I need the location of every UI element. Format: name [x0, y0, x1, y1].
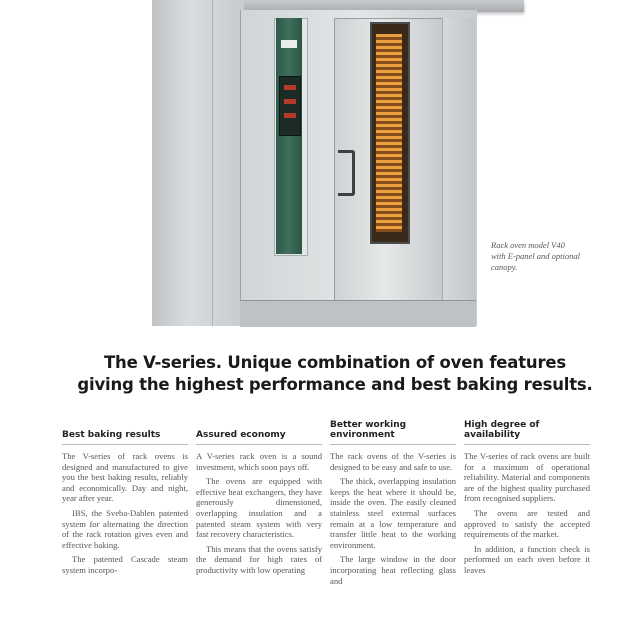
oven-side-panel — [152, 0, 244, 326]
column-paragraph: The rack ovens of the V-series is designed to be easy and safe to use. — [330, 451, 456, 472]
column-high-availability — [464, 418, 590, 580]
column-paragraph: The thick, overlapping insulation keeps the heat where it should be, inside the oven. The easily cleaned stainless steel external surfaces remain at a low temperature and transfer little heat to the working environment. — [330, 476, 456, 550]
column-assured-economy — [196, 418, 322, 580]
oven-window — [370, 22, 410, 244]
column-best-baking-results — [62, 418, 188, 580]
column-heading: Assured economy — [196, 418, 322, 445]
column-paragraph: IBS, the Sveba-Dahlen patented system for alternating the direction of the rack rotation gives even and effective baking. — [62, 507, 188, 550]
page-headline — [70, 352, 600, 396]
headline-line-2: giving the highest performance and best baking results. — [77, 375, 593, 394]
column-paragraph: The large window in the door incorporating heat reflecting glass and — [330, 554, 456, 586]
column-heading: Better working environment — [330, 418, 456, 445]
control-display — [279, 76, 301, 136]
column-paragraph: The patented Cascade steam system incorpo- — [62, 554, 188, 575]
column-paragraph: A V-series rack oven is a sound investment, which soon pays off. — [196, 451, 322, 472]
column-paragraph: In addition, a function check is performed on each oven before it leaves — [464, 543, 590, 575]
e-panel — [276, 18, 302, 254]
door-handle-icon — [338, 150, 355, 196]
oven-logo-plate — [281, 40, 297, 48]
column-better-working-environment — [330, 418, 456, 590]
oven-base — [240, 300, 476, 327]
column-paragraph: The ovens are tested and approved to satisfy the accepted requirements of the market. — [464, 507, 590, 540]
image-caption: Rack oven model V40 with E-panel and optional canopy. — [491, 240, 581, 272]
column-paragraph: The V-series of rack ovens is designed and manufactured to give you the best baking results, reliably and economically. Day and night, year after year. — [62, 451, 188, 504]
column-paragraph: The V-series of rack ovens are built for a maximum of operational reliability. Material and components are of the highest quality purchased from recognised suppliers. — [464, 451, 590, 504]
column-heading: High degree of availability — [464, 418, 590, 445]
column-heading: Best baking results — [62, 418, 188, 445]
column-paragraph: This means that the ovens satisfy the demand for high rates of productivity with low operating — [196, 543, 322, 575]
headline-line-1: The V-series. Unique combination of oven features — [103, 353, 567, 372]
oven-right-panel — [442, 18, 475, 308]
column-paragraph: The ovens are equipped with effective heat exchangers, they have generously dimensioned, overlapping insulation and a patented steam system with very fast recovery characteristics. — [196, 476, 322, 540]
